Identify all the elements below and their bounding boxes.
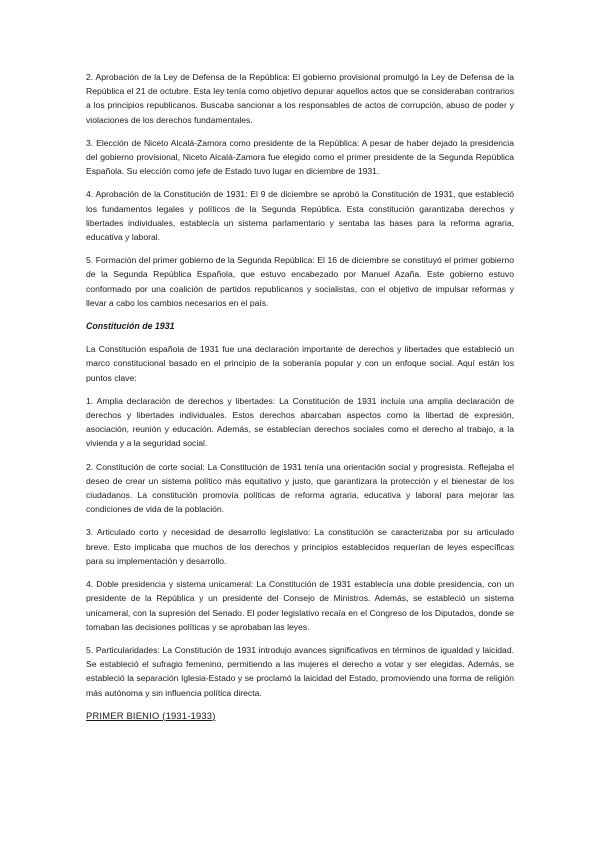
constitution-heading: Constitución de 1931 <box>86 321 175 332</box>
constitution-point-derechos: 1. Amplia declaración de derechos y libertades: La Constitución de 1931 incluía una amplia declaración de derechos y libertades individuales. Estos derechos abarcaban aspectos como la libertad de expresión, asociación, reunión y educación. Además, se establecían derechos sociales como el derecho al trabajo, a la vivienda y a la seguridad social. <box>86 395 514 449</box>
paragraph-ley-defensa: 2. Aprobación de la Ley de Defensa de la República: El gobierno provisional promulgó la Ley de Defensa de la República el 21 de octubre. Esta ley tenía como objetivo depurar aquellos actos que se consideraban contrarios a los principios republicanos. Buscaba sancionar a los responsables de actos de corrupción, abuso de poder y violaciones de los derechos fundamentales. <box>86 72 514 125</box>
constitution-point-presidencia: 4. Doble presidencia y sistema unicameral: La Constitución de 1931 establecía una doble presidencia, con un presidente de la República y un presidente del Consejo de Ministros. Además, se estableció un sistema unicameral, con la supresión del Senado. El poder legislativo recaía en el Congreso de los Diputados, donde se tomaban las decisiones políticas y se aprobaban las leyes. <box>86 579 514 632</box>
section-heading-primer-bienio: PRIMER BIENIO (1931-1933) <box>86 709 216 721</box>
constitution-intro: La Constitución española de 1931 fue una declaración importante de derechos y libertades que estableció un marco constitucional basado en el principio de la soberanía popular y con un enfoque social. Aquí están los puntos clave: <box>86 344 514 383</box>
paragraph-aprobacion-constitucion: 4. Aprobación de la Constitución de 1931: El 9 de diciembre se aprobó la Constitución de 1931, que estableció los fundamentos legales y políticos de la Segunda República. Esta constitución garantizaba derechos y libertades individuales, establecía un sistema parlamentario y sentaba las bases para la reforma agraria, educativa y laboral. <box>86 189 514 243</box>
paragraph-alcala-zamora: 3. Elección de Niceto Alcalá-Zamora como presidente de la República: A pesar de haber dejado la presidencia del gobierno provisional, Niceto Alcalá-Zamora fue elegido como el primer presidente de la Segunda República Española. Su elección como jefe de Estado tuvo lugar en diciembre de 1931. <box>86 137 514 177</box>
constitution-point-social: 2. Constitución de corte social: La Constitución de 1931 tenía una orientación social y progresista. Reflejaba el deseo de crear un sistema político más equitativo y justo, que garantizara la protección y el bienestar de los ciudadanos. La constitución promovía políticas de reforma agraria, educativa y laboral para mejorar las condiciones de vida de la población. <box>86 461 514 515</box>
constitution-point-particularidades: 5. Particularidades: La Constitución de 1931 introdujo avances significativos en términos de igualdad y laicidad. Se estableció el sufragio femenino, permitiendo a las mujeres el derecho a votar y ser elegidas. Además, se estableció la separación Iglesia-Estado y se proclamó la laicidad del Estado, promoviendo una forma de religión más autónoma y sin influencia política directa. <box>86 644 514 698</box>
constitution-point-articulado: 3. Articulado corto y necesidad de desarrollo legislativo: La constitución se caracterizaba por su articulado breve. Esto implicaba que muchos de los derechos y principios establecidos requerían de leyes específicas para su implementación y desarrollo. <box>86 527 514 566</box>
paragraph-primer-gobierno: 5. Formación del primer gobierno de la Segunda República: El 16 de diciembre se constituyó el primer gobierno de la Segunda República Española, que estuvo encabezado por Manuel Azaña. Este gobierno estuvo conformado por una coalición de partidos republicanos y socialistas, con el objetivo de impulsar reformas y llevar a cabo los cambios necesarios en el país. <box>86 255 514 308</box>
